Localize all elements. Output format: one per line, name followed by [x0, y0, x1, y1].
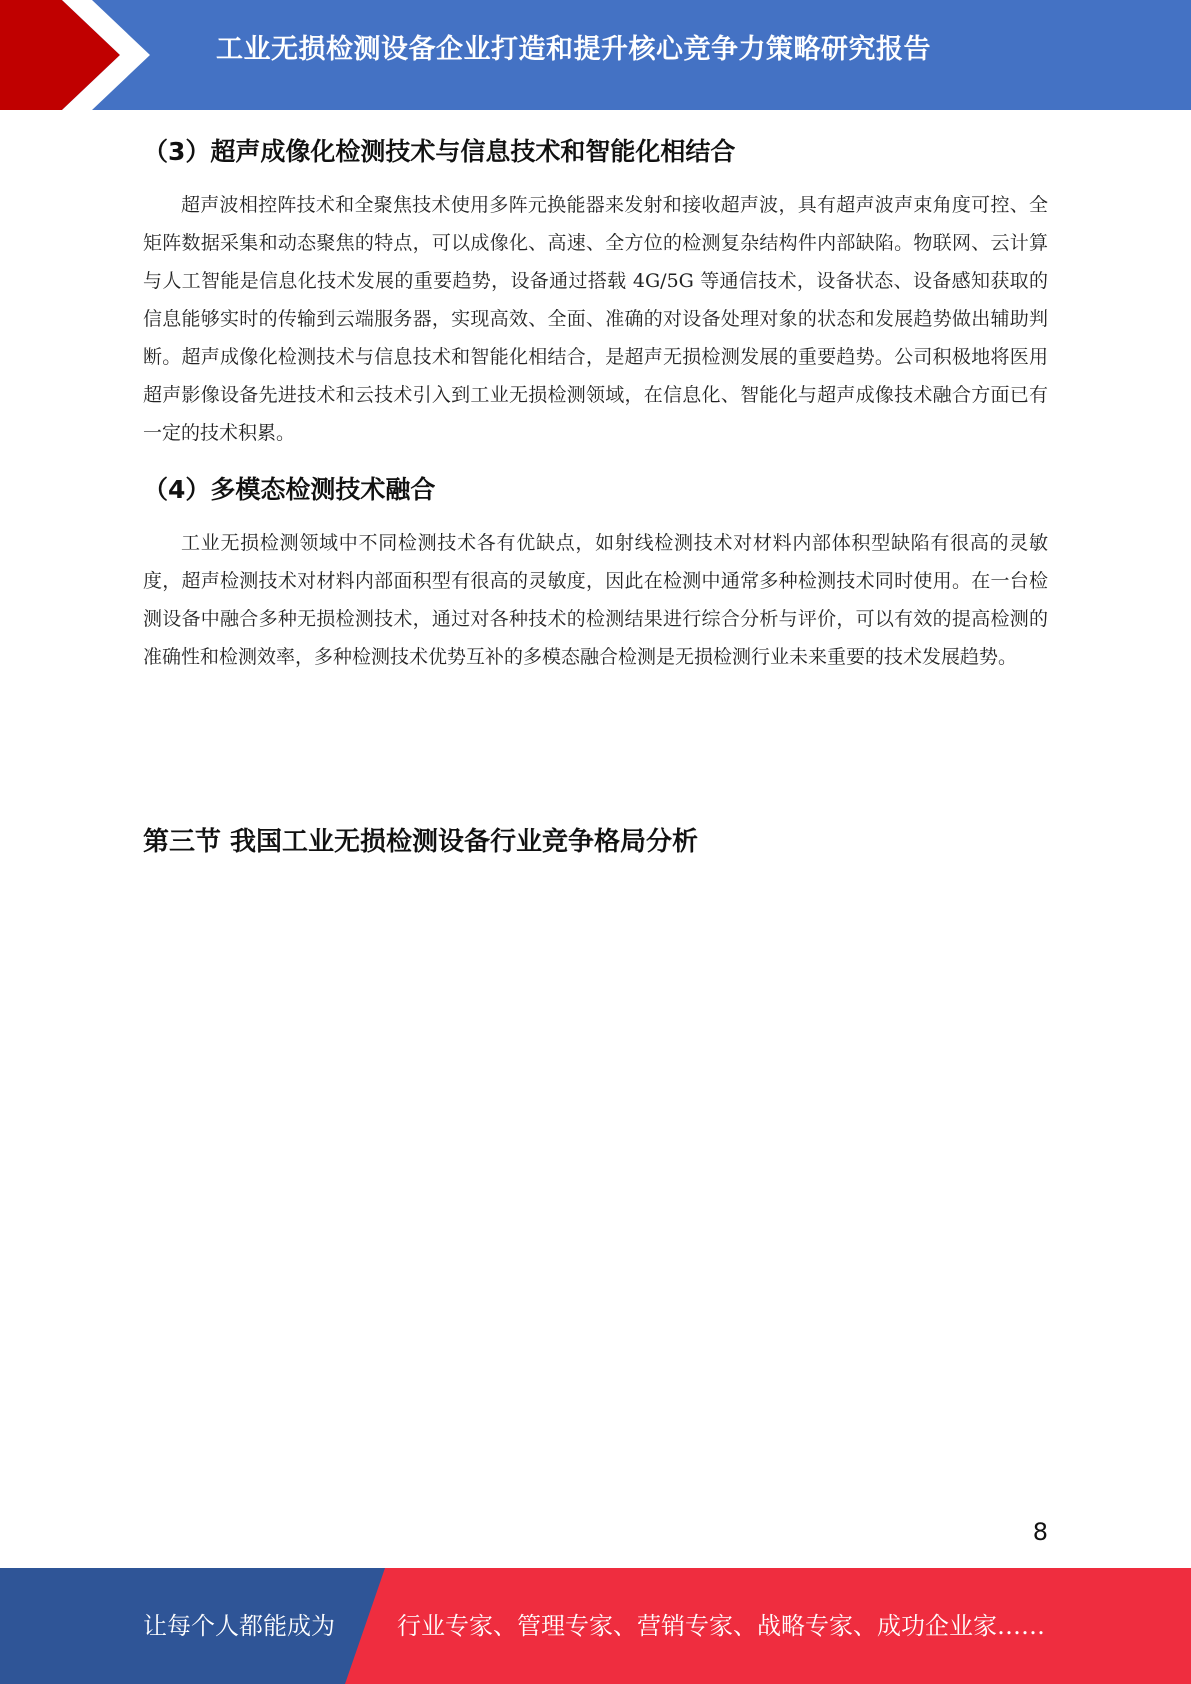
page-number: 8	[1032, 1518, 1048, 1546]
subsection-heading-4: （4）多模态检测技术融合	[143, 475, 436, 504]
section-title: 第三节 我国工业无损检测设备行业竞争格局分析	[143, 827, 699, 857]
page-header	[0, 0, 1191, 110]
footer-slogan-right: 行业专家、管理专家、营销专家、战略专家、成功企业家……	[397, 1612, 1045, 1640]
header-title: 工业无损检测设备企业打造和提升核心竞争力策略研究报告	[216, 34, 931, 65]
page-footer	[0, 1568, 1191, 1684]
subsection-heading-3: （3）超声成像化检测技术与信息技术和智能化相结合	[143, 137, 736, 166]
footer-slogan-left: 让每个人都能成为	[143, 1612, 335, 1640]
header-arrow-decoration	[0, 0, 160, 110]
document-body	[143, 120, 1048, 676]
subsection-paragraph-3: 超声波相控阵技术和全聚焦技术使用多阵元换能器来发射和接收超声波，具有超声波声束角度可控、全矩阵数据采集和动态聚焦的特点，可以成像化、高速、全方位的检测复杂结构件内部缺陷。物联网、云计算与人工智能是信息化技术发展的重要趋势，设备通过搭载 4G/5G 等通信技术，设备状态、设备感知获取的信息能够实时的传输到云端服务器，实现高效、全面、准确的对设备处理对象的状态和发展趋势做出辅助判断。超声成像化检测技术与信息技术和智能化相结合，是超声无损检测发展的重要趋势。公司积极地将医用超声影像设备先进技术和云技术引入到工业无损检测领域，在信息化、智能化与超声成像技术融合方面已有一定的技术积累。	[143, 194, 1048, 444]
subsection-paragraph-4: 工业无损检测领域中不同检测技术各有优缺点，如射线检测技术对材料内部体积型缺陷有很高的灵敏度，超声检测技术对材料内部面积型有很高的灵敏度，因此在检测中通常多种检测技术同时使用。在一台检测设备中融合多种无损检测技术，通过对各种技术的检测结果进行综合分析与评价，可以有效的提高检测的准确性和检测效率，多种检测技术优势互补的多模态融合检测是无损检测行业未来重要的技术发展趋势。	[143, 532, 1048, 668]
